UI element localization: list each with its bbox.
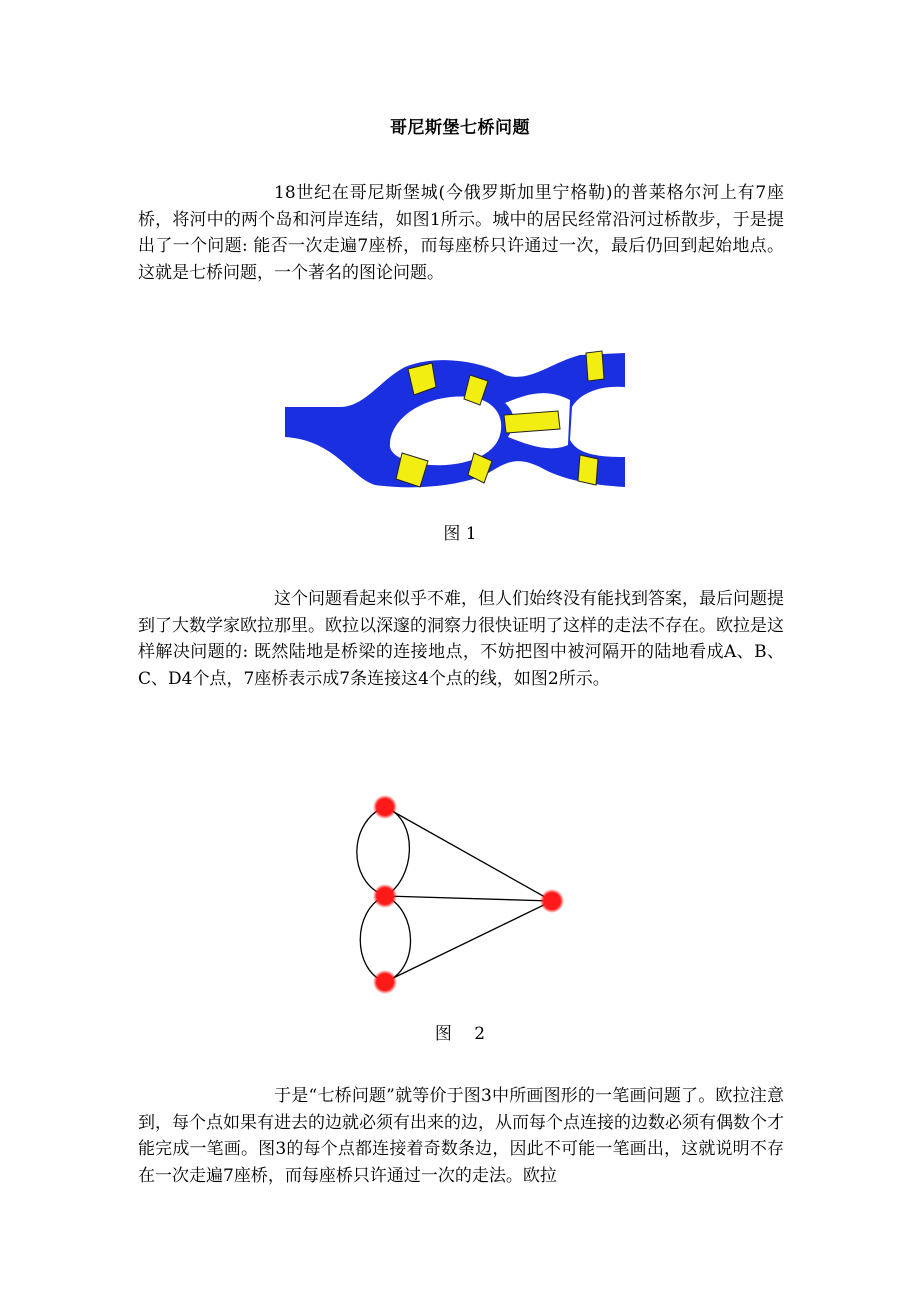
figure-1-caption: 图 1 (443, 524, 477, 544)
bridge-3 (586, 351, 604, 381)
node-right (540, 889, 564, 913)
node-bottom (373, 970, 397, 994)
figure-1-river-map (280, 345, 630, 495)
figure-2-graph (330, 780, 590, 1010)
paragraph-1 (138, 180, 784, 286)
bridge-4 (504, 411, 560, 433)
bridge-7 (578, 455, 598, 485)
paragraph-2-text: 这个问题看起来似乎不难，但人们始终没有能找到答案，最后问题提到了大数学家欧拉那里。欧拉以深邃的洞察力很快证明了这样的走法不存在。欧拉是这样解决问题的: 既然陆地是桥梁的连接地点，不妨把图中被河隔开的陆地看成A、B、C、D4个点，7座桥表示成7条连接这4个点的线，如图2所示。 (138, 589, 784, 689)
node-top (373, 795, 397, 819)
document-title: 哥尼斯堡七桥问题 (390, 118, 530, 138)
edge-top-right (385, 807, 409, 896)
paragraph-3-text: 于是“七桥问题”就等价于图3中所画图形的一笔画问题了。欧拉注意到，每个点如果有进去的边就必须有出来的边，从而每个点连接的边数必须有偶数个才能完成一笔画。图3的每个点都连接着奇数条边，因此不可能一笔画出，这就说明不存在一次走遍7座桥，而每座桥只许通过一次的走法。欧拉 (138, 1086, 784, 1186)
edge-top-left (357, 807, 385, 896)
edge-middle-d (385, 896, 552, 901)
edge-bottom-left (360, 896, 385, 982)
edge-top-d (385, 807, 552, 901)
figure-2-caption: 图 2 (434, 1024, 486, 1044)
paragraph-3 (138, 1083, 784, 1189)
edge-bottom-right (385, 896, 411, 982)
paragraph-1-text: 18世纪在哥尼斯堡城(今俄罗斯加里宁格勒)的普莱格尔河上有7座桥，将河中的两个岛和河岸连结，如图1所示。城中的居民经常沿河过桥散步，于是提出了一个问题: 能否一次走遍7座桥，而每座桥只许通过一次，最后仍回到起始地点。这就是七桥问题，一个著名的图论问题。 (138, 183, 784, 283)
node-middle (373, 884, 397, 908)
paragraph-2 (138, 586, 784, 692)
graph-nodes (373, 795, 564, 994)
